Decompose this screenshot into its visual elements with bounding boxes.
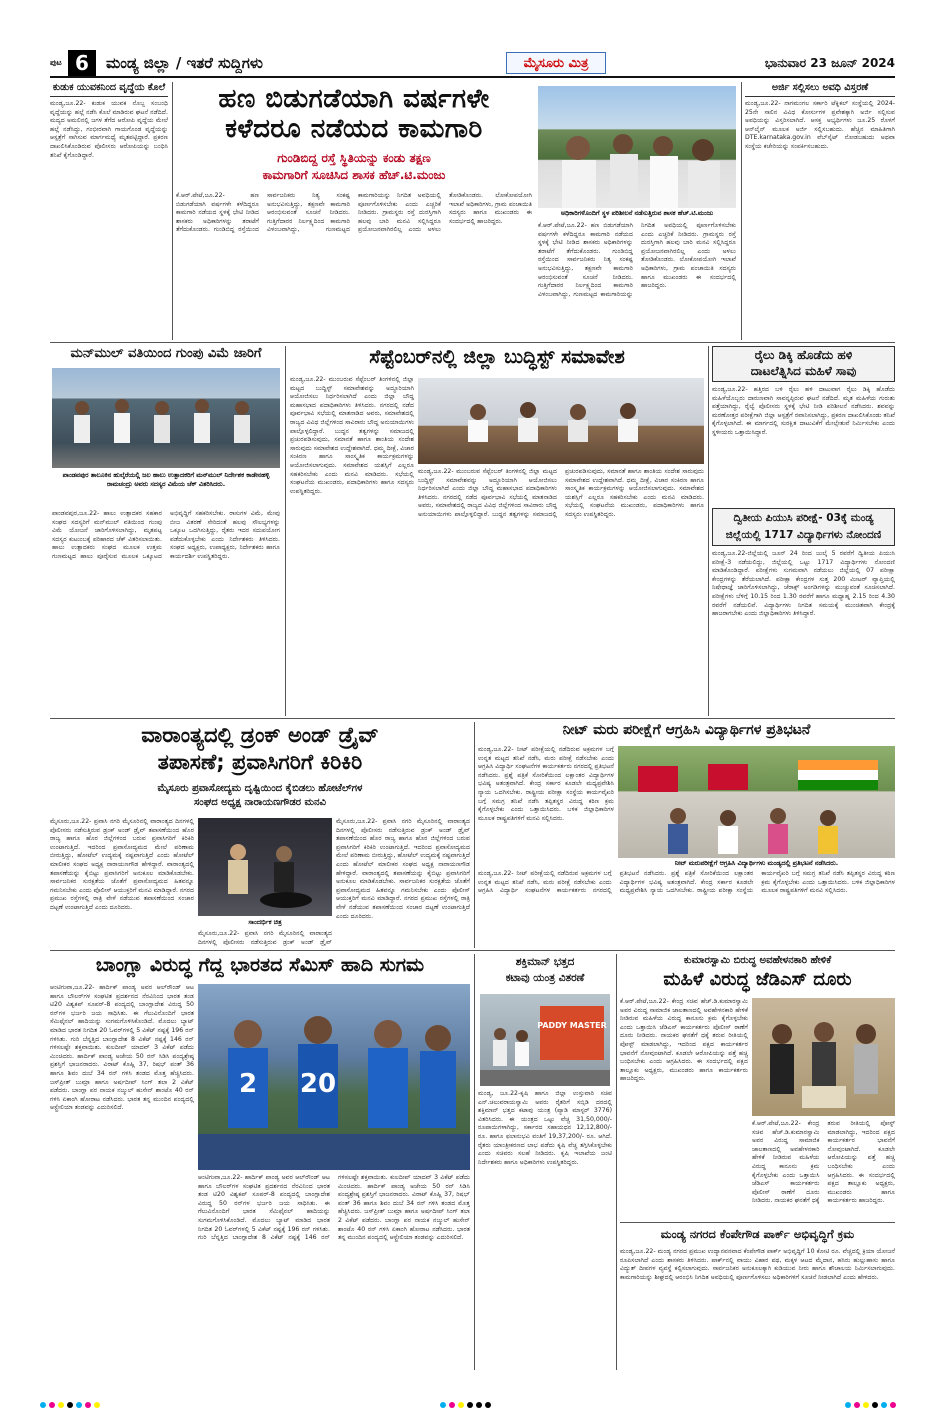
cricket-photo: [198, 984, 470, 1170]
people-photo-illustration: [538, 86, 736, 208]
drunk-drive-headline-line-2: ತಪಾಸಣೆ; ಪ್ರವಾಸಿಗರಿಗೆ ಕಿರಿಕಿರಿ: [157, 750, 363, 774]
cricket-team-illustration: [198, 984, 470, 1170]
neet-headline: ನೀಟ್ ಮರು ಪರೀಕ್ಷೆಗೆ ಆಗ್ರಹಿಸಿ ವಿದ್ಯಾರ್ಥಿಗಳ ಪ್ರತಿಭಟನೆ: [562, 722, 811, 738]
train-body: ಮಂಡ್ಯ,ಜೂ.22- ಹತ್ತಿರದ ಬಳಿ ರೈಲು ಹಳಿ ದಾಟುವಾಗ ರೈಲು ಡಿಕ್ಕಿ ಹೊಡೆದು ಮಹಿಳೆಯೊಬ್ಬರು ದಾರುಣವಾಗಿ ಸಾವನ್ನಪ್ಪಿರುವ ಘಟನೆ ನಡೆದಿದೆ. ಮೃತ ಮಹಿಳೆಯ ಗುರುತು ಪತ್ತೆಯಾಗಿದ್ದು, ರೈಲ್ವೆ ಪೊಲೀಸರು ಸ್ಥಳಕ್ಕೆ ಭೇಟಿ ನೀಡಿ ಪರಿಶೀಲನೆ ನಡೆಸಿದರು. ಶವವನ್ನು ಮರಣೋತ್ತರ ಪರೀಕ್ಷೆಗಾಗಿ ಜಿಲ್ಲಾ ಆಸ್ಪತ್ರೆಗೆ ರವಾನಿಸಲಾಗಿದ್ದು, ಪ್ರಕರಣ ದಾಖಲಿಸಿಕೊಂಡು ತನಿಖೆ ಕೈಗೊಳ್ಳಲಾಗಿದೆ. ಈ ಮಾರ್ಗದಲ್ಲಿ ಸುರಕ್ಷಿತ ದಾಟುವಿಕೆಗೆ ಮೇಲ್ಸೇತುವೆ ನಿರ್ಮಿಸಬೇಕು ಎಂದು ಸ್ಥಳೀಯರು ಒತ್ತಾಯಿಸಿದ್ದಾರೆ.: [712, 386, 895, 436]
protest-illustration: [618, 746, 895, 858]
jds-headline-line-2: ಮಹಿಳೆ ವಿರುದ್ಧ ಜೆಡಿಎಸ್ ದೂರು: [663, 969, 852, 990]
neet-photo: [618, 746, 895, 858]
story-rule: [620, 1222, 895, 1223]
page-number: 6: [68, 50, 96, 76]
masthead: [50, 50, 895, 78]
lead-body-continued: ಕೆ.ಆರ್.ಪೇಟೆ,ಜೂ.22- ಹಣ ಬಿಡುಗಡೆಯಾಗಿ ವರ್ಷಗಳೇ ಕಳೆದಿದ್ದರೂ ಕಾಮಗಾರಿ ನಡೆಯದ ಸ್ಥಳಕ್ಕೆ ಭೇಟಿ ನೀಡಿದ ಶಾಸಕರು ಅಧಿಕಾರಿಗಳನ್ನು ತರಾಟೆಗೆ ತೆಗೆದುಕೊಂಡರು. ಗುಂಡಿಬಿದ್ದ ರಸ್ತೆಯಿಂದ ಸಾರ್ವಜನಿಕರು ನಿತ್ಯ ಸಂಕಷ್ಟ ಅನುಭವಿಸುತ್ತಿದ್ದು, ತಕ್ಷಣವೇ ಕಾಮಗಾರಿ ಆರಂಭಿಸುವಂತೆ ಸೂಚನೆ ನೀಡಿದರು. ಗುತ್ತಿಗೆದಾರರ ನಿರ್ಲಕ್ಷ್ಯದಿಂದ ಕಾಮಗಾರಿ ವಿಳಂಬವಾಗಿದ್ದು, ಗುಣಮಟ್ಟದ ಕಾಮಗಾರಿಯನ್ನು ನಿಗದಿತ ಅವಧಿಯಲ್ಲಿ ಪೂರ್ಣಗೊಳಿಸಬೇಕು ಎಂದು ಎಚ್ಚರಿಕೆ ನೀಡಿದರು. ಗ್ರಾಮಸ್ಥರು ರಸ್ತೆ ದುರಸ್ತಿಗಾಗಿ ಹಲವು ಬಾರಿ ಮನವಿ ಸಲ್ಲಿಸಿದ್ದರೂ ಪ್ರಯೋಜನವಾಗಿರಲಿಲ್ಲ ಎಂದು ಅಳಲು ತೋಡಿಕೊಂಡರು. ಲೋಕೋಪಯೋಗಿ ಇಲಾಖೆ ಅಧಿಕಾರಿಗಳು, ಗ್ರಾಮ ಪಂಚಾಯಿತಿ ಸದಸ್ಯರು ಹಾಗೂ ಮುಖಂಡರು ಈ ಸಂದರ್ಭದಲ್ಲಿ ಹಾಜರಿದ್ದರು.: [538, 222, 736, 298]
column-rule: [474, 722, 475, 948]
buddhist-photo: [418, 378, 704, 464]
column-rule: [741, 82, 742, 340]
story-apply-extension: [745, 82, 895, 340]
manmul-body: ಪಾಂಡವಪುರ,ಜೂ.22- ಹಾಲು ಉತ್ಪಾದಕರ ಸಹಕಾರ ಸಂಘದ ಸದಸ್ಯರಿಗೆ ಮನ್‌ಮುಲ್ ವತಿಯಿಂದ ಗುಂಪು ವಿಮೆ ಯೋಜನೆ ಜಾರಿಗೊಳಿಸಲಾಗಿದ್ದು, ಮೃತಪಟ್ಟ ಸದಸ್ಯರ ಕುಟುಂಬಕ್ಕೆ ಪರಿಹಾರದ ಚೆಕ್ ವಿತರಿಸಲಾಯಿತು. ಹಾಲು ಉತ್ಪಾದಕರು ಸಂಘದ ಮೂಲಕ ಉತ್ತಮ ಗುಣಮಟ್ಟದ ಹಾಲು ಪೂರೈಸುವ ಮೂಲಕ ಒಕ್ಕೂಟದ ಅಭಿವೃದ್ಧಿಗೆ ಸಹಕರಿಸಬೇಕು. ರಾಸುಗಳ ವಿಮೆ, ಮೇವು ಬೀಜ ವಿತರಣೆ ಸೇರಿದಂತೆ ಹಲವು ಸೌಲಭ್ಯಗಳನ್ನು ಒಕ್ಕೂಟ ಒದಗಿಸುತ್ತಿದ್ದು, ರೈತರು ಇದರ ಸದುಪಯೋಗ ಪಡೆದುಕೊಳ್ಳಬೇಕು ಎಂದು ನಿರ್ದೇಶಕರು ತಿಳಿಸಿದರು. ಸಂಘದ ಅಧ್ಯಕ್ಷರು, ಉಪಾಧ್ಯಕ್ಷರು, ನಿರ್ದೇಶಕರು ಹಾಗೂ ಕಾರ್ಯದರ್ಶಿ ಉಪಸ್ಥಿತರಿದ್ದರು.: [52, 510, 280, 560]
buddhist-body-col-1: ಮಂಡ್ಯ,ಜೂ.22- ಮುಂಬರುವ ಸೆಪ್ಟೆಂಬರ್ ತಿಂಗಳಿನಲ್ಲಿ ಜಿಲ್ಲಾ ಮಟ್ಟದ ಬುದ್ಧಿಸ್ಟ್ ಸಮಾವೇಶವನ್ನು ಅದ್ಧೂರಿಯಾಗಿ ಆಯೋಜಿಸಲು ನಿರ್ಧರಿಸಲಾಗಿದೆ ಎಂದು ಜಿಲ್ಲಾ ಬೌದ್ಧ ಮಹಾಸಭಾದ ಪದಾಧಿಕಾರಿಗಳು ತಿಳಿಸಿದರು. ನಗರದಲ್ಲಿ ನಡೆದ ಪೂರ್ವಭಾವಿ ಸಭೆಯಲ್ಲಿ ಮಾತನಾಡಿದ ಅವರು, ಸಮಾವೇಶದಲ್ಲಿ ರಾಜ್ಯದ ವಿವಿಧ ಜಿಲ್ಲೆಗಳಿಂದ ಸಾವಿರಾರು ಬೌದ್ಧ ಅನುಯಾಯಿಗಳು ಪಾಲ್ಗೊಳ್ಳಲಿದ್ದಾರೆ. ಬುದ್ಧನ ತತ್ವಗಳನ್ನು ಸಮಾಜದಲ್ಲಿ ಪ್ರಚುರಪಡಿಸುವುದು, ಸಮಾನತೆ ಹಾಗೂ ಶಾಂತಿಯ ಸಂದೇಶ ಸಾರುವುದು ಸಮಾವೇಶದ ಉದ್ದೇಶವಾಗಿದೆ. ಧಮ್ಮ ದೀಕ್ಷೆ, ವಿಚಾರ ಸಂಕಿರಣ ಹಾಗೂ ಸಾಂಸ್ಕೃತಿಕ ಕಾರ್ಯಕ್ರಮಗಳನ್ನು ಆಯೋಜಿಸಲಾಗುವುದು. ಸಮಾವೇಶದ ಯಶಸ್ಸಿಗೆ ಎಲ್ಲರೂ ಸಹಕರಿಸಬೇಕು ಎಂದು ಮನವಿ ಮಾಡಿದರು. ಸಭೆಯಲ್ಲಿ ಸಂಘಟನೆಯ ಮುಖಂಡರು, ಪದಾಧಿಕಾರಿಗಳು ಹಾಗೂ ಸದಸ್ಯರು ಉಪಸ್ಥಿತರಿದ್ದರು.: [290, 376, 414, 495]
drunk-drive-photo-caption: ಸಾಂದರ್ಭಿಕ ಚಿತ್ರ: [248, 918, 282, 926]
drunk-drive-body-col-3: ಮೈಸೂರು,ಜೂ.22- ಪ್ರವಾಸಿ ನಗರಿ ಮೈಸೂರಿನಲ್ಲಿ ವಾರಾಂತ್ಯದ ದಿನಗಳಲ್ಲಿ ಪೊಲೀಸರು ನಡೆಸುತ್ತಿರುವ ಡ್ರಂಕ್ ಅಂಡ್ ಡ್ರೈವ್ ತಪಾಸಣೆಯಿಂದ ಹೊರ ರಾಜ್ಯ ಹಾಗೂ ಹೊರ ಜಿಲ್ಲೆಗಳಿಂದ ಬರುವ ಪ್ರವಾಸಿಗರಿಗೆ ಕಿರಿಕಿರಿ ಉಂಟಾಗುತ್ತಿದೆ. ಇದರಿಂದ ಪ್ರವಾಸೋದ್ಯಮದ ಮೇಲೆ ಪರಿಣಾಮ ಬೀರುತ್ತಿದ್ದು, ಹೋಟೆಲ್ ಉದ್ಯಮಕ್ಕೆ ನಷ್ಟವಾಗುತ್ತಿದೆ ಎಂದು ಹೋಟೆಲ್ ಮಾಲೀಕರ ಸಂಘದ ಅಧ್ಯಕ್ಷ ನಾರಾಯಣಗೌಡ ಹೇಳಿದ್ದಾರೆ. ವಾರಾಂತ್ಯದಲ್ಲಿ ತಪಾಸಣೆಯನ್ನು ಕೈಬಿಟ್ಟು ಪ್ರವಾಸಿಗರಿಗೆ ಅನುಕೂಲ ಮಾಡಿಕೊಡಬೇಕು. ಸಾರ್ವಜನಿಕರ ಸುರಕ್ಷತೆಯ ಜೊತೆಗೆ ಪ್ರವಾಸೋದ್ಯಮದ ಹಿತವನ್ನೂ ಗಮನಿಸಬೇಕು ಎಂದು ಪೊಲೀಸ್ ಆಯುಕ್ತರಿಗೆ ಮನವಿ ಮಾಡಿದ್ದಾರೆ. ನಗರದ ಪ್ರಮುಖ ರಸ್ತೆಗಳಲ್ಲಿ ರಾತ್ರಿ ವೇಳೆ ನಡೆಯುವ ತಪಾಸಣೆಯಿಂದ ಸಂಚಾರ ದಟ್ಟಣೆ ಉಂಟಾಗುತ್ತಿದೆ ಎಂದು ದೂರಿದರು.: [336, 818, 470, 920]
row-rule: [50, 718, 895, 719]
column-rule: [172, 82, 173, 340]
park-headline: ಮಂಡ್ಯ ನಗರದ ಕೆಂಪೇಗೌಡ ಪಾರ್ಕ್ ಅಭಿವೃದ್ಧಿಗೆ ಕ್ರಮ: [660, 1227, 855, 1241]
print-registration-marks-center: [440, 1402, 491, 1410]
jds-headline-block: [620, 954, 895, 994]
drunk-drive-subheadline: [50, 782, 470, 812]
newspaper-logo: ಮೈಸೂರು ಮಿತ್ರ: [506, 52, 606, 74]
train-headline-box: [712, 346, 895, 382]
lead-photo-caption: ಅಧಿಕಾರಿಗಳೊಂದಿಗೆ ಸ್ಥಳ ಪರಿಶೀಲನೆ ನಡೆಸುತ್ತಿರುವ ಶಾಸಕ ಹೆಚ್.ಟಿ.ಮಂಜು: [560, 209, 714, 217]
jersey-number: 20: [299, 1069, 337, 1099]
section-title: ಮಂಡ್ಯ ಜಿಲ್ಲಾ / ಇತರೆ ಸುದ್ದಿಗಳು: [106, 54, 263, 72]
manmul-headline: ಮನ್‌ಮುಲ್ ವತಿಯಿಂದ ಗುಂಪು ವಿಮೆ ಜಾರಿಗೆ: [70, 346, 262, 361]
park-body: ಮಂಡ್ಯ,ಜೂ.22- ಮಂಡ್ಯ ನಗರದ ಪ್ರಮುಖ ಉದ್ಯಾನವನವಾದ ಕೆಂಪೇಗೌಡ ಪಾರ್ಕ್ ಅಭಿವೃದ್ಧಿಗೆ 10 ಕೋಟಿ ರೂ. ವೆಚ್ಚದಲ್ಲಿ ಕ್ರಿಯಾ ಯೋಜನೆ ರೂಪಿಸಲಾಗಿದೆ ಎಂದು ಶಾಸಕರು ತಿಳಿಸಿದರು. ಪಾರ್ಕ್‌ನಲ್ಲಿ ವಾಯು ವಿಹಾರ ಪಥ, ಮಕ್ಕಳ ಆಟದ ಮೈದಾನ, ಹಸಿರು ಹುಲ್ಲುಹಾಸು ಹಾಗೂ ವಿದ್ಯುತ್ ದೀಪಗಳ ವ್ಯವಸ್ಥೆ ಕಲ್ಪಿಸಲಾಗುವುದು. ಸಾರ್ವಜನಿಕರ ಅನುಕೂಲಕ್ಕಾಗಿ ಕುಡಿಯುವ ನೀರು ಹಾಗೂ ಶೌಚಾಲಯ ನಿರ್ಮಿಸಲಾಗುವುದು. ಕಾಮಗಾರಿಯನ್ನು ಶೀಘ್ರದಲ್ಲಿ ಆರಂಭಿಸಿ ನಿಗದಿತ ಅವಧಿಯಲ್ಲಿ ಪೂರ್ಣಗೊಳಿಸಲು ಅಧಿಕಾರಿಗಳಿಗೆ ಸೂಚನೆ ನೀಡಲಾಗಿದೆ ಎಂದು ಹೇಳಿದರು.: [620, 1248, 895, 1281]
lead-sub-line-2: ಕಾಮಗಾರಿಗೆ ಸೂಚಿಸಿದ ಶಾಸಕ ಹೆಚ್.ಟಿ.ಮಂಜು: [262, 168, 446, 182]
complaint-illustration: [752, 998, 895, 1116]
police-check-illustration: [198, 818, 332, 916]
drunk-drive-sub-line-1: ಮೈಸೂರು ಪ್ರವಾಸೋದ್ಯಮ ದೃಷ್ಟಿಯಿಂದ ಕೈಬಿಡಲು ಹೋಟೆಲ್‌ಗಳ: [157, 783, 363, 794]
buddhist-headline: ಸೆಪ್ಟೆಂಬರ್‌ನಲ್ಲಿ ಜಿಲ್ಲಾ ಬುದ್ಧಿಸ್ಟ್ ಸಮಾವೇಶ: [369, 346, 625, 368]
lead-body: ಕೆ.ಆರ್.ಪೇಟೆ,ಜೂ.22- ಹಣ ಬಿಡುಗಡೆಯಾಗಿ ವರ್ಷಗಳೇ ಕಳೆದಿದ್ದರೂ ಕಾಮಗಾರಿ ನಡೆಯದ ಸ್ಥಳಕ್ಕೆ ಭೇಟಿ ನೀಡಿದ ಶಾಸಕರು ಅಧಿಕಾರಿಗಳನ್ನು ತರಾಟೆಗೆ ತೆಗೆದುಕೊಂಡರು. ಗುಂಡಿಬಿದ್ದ ರಸ್ತೆಯಿಂದ ಸಾರ್ವಜನಿಕರು ನಿತ್ಯ ಸಂಕಷ್ಟ ಅನುಭವಿಸುತ್ತಿದ್ದು, ತಕ್ಷಣವೇ ಕಾಮಗಾರಿ ಆರಂಭಿಸುವಂತೆ ಸೂಚನೆ ನೀಡಿದರು. ಗುತ್ತಿಗೆದಾರರ ನಿರ್ಲಕ್ಷ್ಯದಿಂದ ಕಾಮಗಾರಿ ವಿಳಂಬವಾಗಿದ್ದು, ಗುಣಮಟ್ಟದ ಕಾಮಗಾರಿಯನ್ನು ನಿಗದಿತ ಅವಧಿಯಲ್ಲಿ ಪೂರ್ಣಗೊಳಿಸಬೇಕು ಎಂದು ಎಚ್ಚರಿಕೆ ನೀಡಿದರು. ಗ್ರಾಮಸ್ಥರು ರಸ್ತೆ ದುರಸ್ತಿಗಾಗಿ ಹಲವು ಬಾರಿ ಮನವಿ ಸಲ್ಲಿಸಿದ್ದರೂ ಪ್ರಯೋಜನವಾಗಿರಲಿಲ್ಲ ಎಂದು ಅಳಲು ತೋಡಿಕೊಂಡರು. ಲೋಕೋಪಯೋಗಿ ಇಲಾಖೆ ಅಧಿಕಾರಿಗಳು, ಗ್ರಾಮ ಪಂಚಾಯಿತಿ ಸದಸ್ಯರು ಹಾಗೂ ಮುಖಂಡರು ಈ ಸಂದರ್ಭದಲ್ಲಿ ಹಾಜರಿದ್ದರು.: [176, 192, 532, 234]
shaktiman-headline-block: [478, 954, 612, 990]
train-headline-line-1: ರೈಲು ಡಿಕ್ಕಿ ಹೊಡೆದು ಹಳಿ: [754, 348, 853, 362]
shaktiman-photo: [480, 994, 610, 1086]
headline: ಅರ್ಜಿ ಸಲ್ಲಿಸಲು ಅವಧಿ ವಿಸ್ತರಣೆ: [745, 82, 895, 97]
column-rule: [474, 954, 475, 1370]
lead-headline-line-2: ಕಳೆದರೂ ನಡೆಯದ ಕಾಮಗಾರಿ: [225, 114, 483, 144]
manmul-photo-caption: ಪಾಂಡವಪುರ ತಾಲೂಕಿನ ಹುಲ್ಕೆರೆಯಲ್ಲಿ ಜಲ ಹಾಲು ಉತ್ಪಾದಕರಿಗೆ ಮನ್‌ಮುಲ್ ನಿರ್ದೇಶಕ ಕಾಡೇನಹಳ್ಳಿ ರಾಮಚಂದ್ರು ಅವರು ಸದಸ್ಯರ ವಿಮೆಯ ಚೆಕ್ ವಿತರಿಸಿದರು.: [62, 471, 270, 488]
lead-photo: [538, 86, 736, 208]
cricket-body-col-1: ಆಂಟಿಗುವಾ,ಜೂ.22- ಹಾರ್ದಿಕ್ ಪಾಂಡ್ಯ ಅವರ ಆಲ್‌ರೌಂಡ್ ಆಟ ಹಾಗೂ ಬೌಲರ್‌ಗಳ ಸಂಘಟಿತ ಪ್ರದರ್ಶನದ ನೆರವಿನಿಂದ ಭಾರತ ತಂಡ ಟಿ20 ವಿಶ್ವಕಪ್ ಸೂಪರ್-8 ಪಂದ್ಯದಲ್ಲಿ ಬಾಂಗ್ಲಾದೇಶ ವಿರುದ್ಧ 50 ರನ್‌ಗಳ ಭರ್ಜರಿ ಜಯ ಸಾಧಿಸಿತು. ಈ ಗೆಲುವಿನೊಂದಿಗೆ ಭಾರತ ಸೆಮಿಫೈನಲ್ ಹಾದಿಯನ್ನು ಸುಗಮಗೊಳಿಸಿಕೊಂಡಿದೆ. ಮೊದಲು ಬ್ಯಾಟ್ ಮಾಡಿದ ಭಾರತ ನಿಗದಿತ 20 ಓವರ್‌ಗಳಲ್ಲಿ 5 ವಿಕೆಟ್ ನಷ್ಟಕ್ಕೆ 196 ರನ್ ಗಳಿಸಿತು. ಗುರಿ ಬೆನ್ನತ್ತಿದ ಬಾಂಗ್ಲಾದೇಶ 8 ವಿಕೆಟ್ ನಷ್ಟಕ್ಕೆ 146 ರನ್ ಗಳಿಸಲಷ್ಟೇ ಶಕ್ತವಾಯಿತು. ಕುಲದೀಪ್ ಯಾದವ್ 3 ವಿಕೆಟ್ ಪಡೆದು ಮಿಂಚಿದರು. ಹಾರ್ದಿಕ್ ಪಾಂಡ್ಯ ಅಜೇಯ 50 ರನ್ ಸಿಡಿಸಿ ಪಂದ್ಯಶ್ರೇಷ್ಠ ಪ್ರಶಸ್ತಿಗೆ ಭಾಜನರಾದರು. ವಿರಾಟ್ ಕೊಹ್ಲಿ 37, ರಿಷಭ್ ಪಂತ್ 36 ಹಾಗೂ ಶಿವಂ ದುಬೆ 34 ರನ್ ಗಳಿಸಿ ತಂಡದ ಮೊತ್ತ ಹೆಚ್ಚಿಸಿದರು. ಜಸ್‌ಪ್ರೀತ್ ಬುಮ್ರಾ ಹಾಗೂ ಅರ್ಷದೀಪ್ ಸಿಂಗ್ ತಲಾ 2 ವಿಕೆಟ್ ಪಡೆದರು. ಬಾಂಗ್ಲಾ ಪರ ನಾಯಕ ನಜ್ಮುಲ್ ಹುಸೇನ್ ಶಾಂಟೊ 40 ರನ್ ಗಳಿಸಿ ಏಕಾಂಗಿ ಹೋರಾಟ ನಡೆಸಿದರು. ಭಾರತ ತನ್ನ ಮುಂದಿನ ಪಂದ್ಯದಲ್ಲಿ ಆಸ್ಟ್ರೇಲಿಯಾ ತಂಡವನ್ನು ಎದುರಿಸಲಿದೆ.: [50, 984, 194, 1112]
jds-body-col-2: ಕೆ.ಆರ್.ಪೇಟೆ,ಜೂ.22- ಕೇಂದ್ರ ಸಚಿವ ಹೆಚ್.ಡಿ.ಕುಮಾರಸ್ವಾಮಿ ಅವರ ವಿರುದ್ಧ ಸಾಮಾಜಿಕ ಜಾಲತಾಣದಲ್ಲಿ ಅವಹೇಳನಕಾರಿ ಹೇಳಿಕೆ ನೀಡಿರುವ ಮಹಿಳೆಯ ವಿರುದ್ಧ ಕಾನೂನು ಕ್ರಮ ಕೈಗೊಳ್ಳಬೇಕು ಎಂದು ಒತ್ತಾಯಿಸಿ ಜೆಡಿಎಸ್ ಕಾರ್ಯಕರ್ತರು ಪೊಲೀಸ್ ಠಾಣೆಗೆ ದೂರು ನೀಡಿದರು. ನಾಯಕರ ಘನತೆಗೆ ಧಕ್ಕೆ ತರುವ ರೀತಿಯಲ್ಲಿ ಪೋಸ್ಟ್ ಮಾಡಲಾಗಿದ್ದು, ಇದರಿಂದ ಪಕ್ಷದ ಕಾರ್ಯಕರ್ತರ ಭಾವನೆಗೆ ನೋವುಂಟಾಗಿದೆ. ಕೂಡಲೇ ಆರೋಪಿಯನ್ನು ಪತ್ತೆ ಹಚ್ಚಿ ಬಂಧಿಸಬೇಕು ಎಂದು ಆಗ್ರಹಿಸಿದರು. ಈ ಸಂದರ್ಭದಲ್ಲಿ ಪಕ್ಷದ ತಾಲ್ಲೂಕು ಅಧ್ಯಕ್ಷರು, ಮುಖಂಡರು ಹಾಗೂ ಕಾರ್ಯಕರ್ತರು ಹಾಜರಿದ್ದರು.: [752, 1120, 895, 1205]
buddhist-body-col-2: ಮಂಡ್ಯ,ಜೂ.22- ಮುಂಬರುವ ಸೆಪ್ಟೆಂಬರ್ ತಿಂಗಳಿನಲ್ಲಿ ಜಿಲ್ಲಾ ಮಟ್ಟದ ಬುದ್ಧಿಸ್ಟ್ ಸಮಾವೇಶವನ್ನು ಅದ್ಧೂರಿಯಾಗಿ ಆಯೋಜಿಸಲು ನಿರ್ಧರಿಸಲಾಗಿದೆ ಎಂದು ಜಿಲ್ಲಾ ಬೌದ್ಧ ಮಹಾಸಭಾದ ಪದಾಧಿಕಾರಿಗಳು ತಿಳಿಸಿದರು. ನಗರದಲ್ಲಿ ನಡೆದ ಪೂರ್ವಭಾವಿ ಸಭೆಯಲ್ಲಿ ಮಾತನಾಡಿದ ಅವರು, ಸಮಾವೇಶದಲ್ಲಿ ರಾಜ್ಯದ ವಿವಿಧ ಜಿಲ್ಲೆಗಳಿಂದ ಸಾವಿರಾರು ಬೌದ್ಧ ಅನುಯಾಯಿಗಳು ಪಾಲ್ಗೊಳ್ಳಲಿದ್ದಾರೆ. ಬುದ್ಧನ ತತ್ವಗಳನ್ನು ಸಮಾಜದಲ್ಲಿ ಪ್ರಚುರಪಡಿಸುವುದು, ಸಮಾನತೆ ಹಾಗೂ ಶಾಂತಿಯ ಸಂದೇಶ ಸಾರುವುದು ಸಮಾವೇಶದ ಉದ್ದೇಶವಾಗಿದೆ. ಧಮ್ಮ ದೀಕ್ಷೆ, ವಿಚಾರ ಸಂಕಿರಣ ಹಾಗೂ ಸಾಂಸ್ಕೃತಿಕ ಕಾರ್ಯಕ್ರಮಗಳನ್ನು ಆಯೋಜಿಸಲಾಗುವುದು. ಸಮಾವೇಶದ ಯಶಸ್ಸಿಗೆ ಎಲ್ಲರೂ ಸಹಕರಿಸಬೇಕು ಎಂದು ಮನವಿ ಮಾಡಿದರು. ಸಭೆಯಲ್ಲಿ ಸಂಘಟನೆಯ ಮುಖಂಡರು, ಪದಾಧಿಕಾರಿಗಳು ಹಾಗೂ ಸದಸ್ಯರು ಉಪಸ್ಥಿತರಿದ್ದರು.: [418, 468, 704, 518]
drunk-drive-sub-line-2: ಸಂಘದ ಅಧ್ಯಕ್ಷ ನಾರಾಯಣಗೌಡರ ಮನವಿ: [193, 797, 327, 808]
story-body: ಮಂಡ್ಯ,ಜೂ.22- ಕುಡುಕ ಯುವಕ ನೊಬ್ಬ ಸಂಬಂಧಿ ವೃದ್ಧೆಯನ್ನು ಹಲ್ಲೆ ನಡೆಸಿ ಕೊಲೆ ಮಾಡಿರುವ ಘಟನೆ ನಡೆದಿದೆ. ಮದ್ಯದ ಅಮಲಿನಲ್ಲಿ ಜಗಳ ತೆಗೆದ ಆರೋಪಿ ವೃದ್ಧೆಯ ಮೇಲೆ ಹಲ್ಲೆ ನಡೆಸಿದ್ದು, ಗಂಭೀರವಾಗಿ ಗಾಯಗೊಂಡ ವೃದ್ಧೆಯನ್ನು ಆಸ್ಪತ್ರೆಗೆ ಸಾಗಿಸುವ ಮಾರ್ಗಮಧ್ಯೆ ಮೃತಪಟ್ಟಿದ್ದಾರೆ. ಪ್ರಕರಣ ದಾಖಲಿಸಿಕೊಂಡಿರುವ ಪೊಲೀಸರು ಆರೋಪಿಯನ್ನು ಬಂಧಿಸಿ ತನಿಖೆ ಕೈಗೊಂಡಿದ್ದಾರೆ.: [50, 100, 168, 159]
story-body: ಮಂಡ್ಯ,ಜೂ.22- ನಾಗಮಂಗಲ ಸರ್ಕಾರಿ ಟೆಕ್ನಿಕಲ್ ಸಂಸ್ಥೆಯಲ್ಲಿ 2024-25ನೇ ಸಾಲಿನ ವಿವಿಧ ಕೋರ್ಸುಗಳ ಪ್ರವೇಶಕ್ಕಾಗಿ ಅರ್ಜಿ ಸಲ್ಲಿಸುವ ಅವಧಿಯನ್ನು ವಿಸ್ತರಿಸಲಾಗಿದೆ. ಆಸಕ್ತ ಅಭ್ಯರ್ಥಿಗಳು ಜೂ.25 ರೊಳಗೆ ಆನ್‌ಲೈನ್ ಮೂಲಕ ಅರ್ಜಿ ಸಲ್ಲಿಸಬಹುದು. ಹೆಚ್ಚಿನ ಮಾಹಿತಿಗಾಗಿ DTE.karnataka.gov.in ವೆಬ್‌ಸೈಟ್ ನೋಡಬಹುದು ಅಥವಾ ಸಂಸ್ಥೆಯ ಕಚೇರಿಯನ್ನು ಸಂಪರ್ಕಿಸಬಹುದು.: [745, 100, 895, 150]
cricket-body-col-2: ಆಂಟಿಗುವಾ,ಜೂ.22- ಹಾರ್ದಿಕ್ ಪಾಂಡ್ಯ ಅವರ ಆಲ್‌ರೌಂಡ್ ಆಟ ಹಾಗೂ ಬೌಲರ್‌ಗಳ ಸಂಘಟಿತ ಪ್ರದರ್ಶನದ ನೆರವಿನಿಂದ ಭಾರತ ತಂಡ ಟಿ20 ವಿಶ್ವಕಪ್ ಸೂಪರ್-8 ಪಂದ್ಯದಲ್ಲಿ ಬಾಂಗ್ಲಾದೇಶ ವಿರುದ್ಧ 50 ರನ್‌ಗಳ ಭರ್ಜರಿ ಜಯ ಸಾಧಿಸಿತು. ಈ ಗೆಲುವಿನೊಂದಿಗೆ ಭಾರತ ಸೆಮಿಫೈನಲ್ ಹಾದಿಯನ್ನು ಸುಗಮಗೊಳಿಸಿಕೊಂಡಿದೆ. ಮೊದಲು ಬ್ಯಾಟ್ ಮಾಡಿದ ಭಾರತ ನಿಗದಿತ 20 ಓವರ್‌ಗಳಲ್ಲಿ 5 ವಿಕೆಟ್ ನಷ್ಟಕ್ಕೆ 196 ರನ್ ಗಳಿಸಿತು. ಗುರಿ ಬೆನ್ನತ್ತಿದ ಬಾಂಗ್ಲಾದೇಶ 8 ವಿಕೆಟ್ ನಷ್ಟಕ್ಕೆ 146 ರನ್ ಗಳಿಸಲಷ್ಟೇ ಶಕ್ತವಾಯಿತು. ಕುಲದೀಪ್ ಯಾದವ್ 3 ವಿಕೆಟ್ ಪಡೆದು ಮಿಂಚಿದರು. ಹಾರ್ದಿಕ್ ಪಾಂಡ್ಯ ಅಜೇಯ 50 ರನ್ ಸಿಡಿಸಿ ಪಂದ್ಯಶ್ರೇಷ್ಠ ಪ್ರಶಸ್ತಿಗೆ ಭಾಜನರಾದರು. ವಿರಾಟ್ ಕೊಹ್ಲಿ 37, ರಿಷಭ್ ಪಂತ್ 36 ಹಾಗೂ ಶಿವಂ ದುಬೆ 34 ರನ್ ಗಳಿಸಿ ತಂಡದ ಮೊತ್ತ ಹೆಚ್ಚಿಸಿದರು. ಜಸ್‌ಪ್ರೀತ್ ಬುಮ್ರಾ ಹಾಗೂ ಅರ್ಷದೀಪ್ ಸಿಂಗ್ ತಲಾ 2 ವಿಕೆಟ್ ಪಡೆದರು. ಬಾಂಗ್ಲಾ ಪರ ನಾಯಕ ನಜ್ಮುಲ್ ಹುಸೇನ್ ಶಾಂಟೊ 40 ರನ್ ಗಳಿಸಿ ಏಕಾಂಗಿ ಹೋರಾಟ ನಡೆಸಿದರು. ಭಾರತ ತನ್ನ ಮುಂದಿನ ಪಂದ್ಯದಲ್ಲಿ ಆಸ್ಟ್ರೇಲಿಯಾ ತಂಡವನ್ನು ಎದುರಿಸಲಿದೆ.: [198, 1174, 470, 1242]
jds-body-col-1: ಕೆ.ಆರ್.ಪೇಟೆ,ಜೂ.22- ಕೇಂದ್ರ ಸಚಿವ ಹೆಚ್.ಡಿ.ಕುಮಾರಸ್ವಾಮಿ ಅವರ ವಿರುದ್ಧ ಸಾಮಾಜಿಕ ಜಾಲತಾಣದಲ್ಲಿ ಅವಹೇಳನಕಾರಿ ಹೇಳಿಕೆ ನೀಡಿರುವ ಮಹಿಳೆಯ ವಿರುದ್ಧ ಕಾನೂನು ಕ್ರಮ ಕೈಗೊಳ್ಳಬೇಕು ಎಂದು ಒತ್ತಾಯಿಸಿ ಜೆಡಿಎಸ್ ಕಾರ್ಯಕರ್ತರು ಪೊಲೀಸ್ ಠಾಣೆಗೆ ದೂರು ನೀಡಿದರು. ನಾಯಕರ ಘನತೆಗೆ ಧಕ್ಕೆ ತರುವ ರೀತಿಯಲ್ಲಿ ಪೋಸ್ಟ್ ಮಾಡಲಾಗಿದ್ದು, ಇದರಿಂದ ಪಕ್ಷದ ಕಾರ್ಯಕರ್ತರ ಭಾವನೆಗೆ ನೋವುಂಟಾಗಿದೆ. ಕೂಡಲೇ ಆರೋಪಿಯನ್ನು ಪತ್ತೆ ಹಚ್ಚಿ ಬಂಧಿಸಬೇಕು ಎಂದು ಆಗ್ರಹಿಸಿದರು. ಈ ಸಂದರ್ಭದಲ್ಲಿ ಪಕ್ಷದ ತಾಲ್ಲೂಕು ಅಧ್ಯಕ್ಷರು, ಮುಖಂಡರು ಹಾಗೂ ಕಾರ್ಯಕರ್ತರು ಹಾಜರಿದ್ದರು.: [620, 998, 748, 1083]
lead-sub-line-1: ಗುಂಡಿಬಿದ್ದ ರಸ್ತೆ ಸ್ಥಿತಿಯನ್ನು ಕಂಡು ತಕ್ಷಣ: [277, 151, 431, 165]
puc-headline-line-1: ದ್ವಿತೀಯ ಪಿಯುಸಿ ಪರೀಕ್ಷೆ- 03ಕ್ಕೆ ಮಂಡ್ಯ: [733, 512, 874, 524]
group-photo-illustration: [52, 368, 280, 468]
drunk-drive-body-col-2-tail: ಮೈಸೂರು,ಜೂ.22- ಪ್ರವಾಸಿ ನಗರಿ ಮೈಸೂರಿನಲ್ಲಿ ವಾರಾಂತ್ಯದ ದಿನಗಳಲ್ಲಿ ಪೊಲೀಸರು ನಡೆಸುತ್ತಿರುವ ಡ್ರಂಕ್ ಅಂಡ್ ಡ್ರೈವ್: [198, 930, 332, 946]
column-rule: [285, 346, 286, 716]
drunk-drive-headline-block: [50, 722, 470, 780]
print-registration-marks-left: [40, 1402, 100, 1410]
neet-body-col-1: ಮಂಡ್ಯ,ಜೂ.22- ನೀಟ್ ಪರೀಕ್ಷೆಯಲ್ಲಿ ನಡೆದಿರುವ ಅಕ್ರಮಗಳ ಬಗ್ಗೆ ಉನ್ನತ ಮಟ್ಟದ ತನಿಖೆ ನಡೆಸಿ, ಮರು ಪರೀಕ್ಷೆ ನಡೆಸಬೇಕು ಎಂದು ಆಗ್ರಹಿಸಿ ವಿದ್ಯಾರ್ಥಿ ಸಂಘಟನೆಗಳ ಕಾರ್ಯಕರ್ತರು ನಗರದಲ್ಲಿ ಪ್ರತಿಭಟನೆ ನಡೆಸಿದರು. ಪ್ರಶ್ನೆ ಪತ್ರಿಕೆ ಸೋರಿಕೆಯಿಂದ ಲಕ್ಷಾಂತರ ವಿದ್ಯಾರ್ಥಿಗಳ ಭವಿಷ್ಯ ಅತಂತ್ರವಾಗಿದೆ. ಕೇಂದ್ರ ಸರ್ಕಾರ ಕೂಡಲೇ ಮಧ್ಯಪ್ರವೇಶಿಸಿ ನ್ಯಾಯ ಒದಗಿಸಬೇಕು. ರಾಷ್ಟ್ರೀಯ ಪರೀಕ್ಷಾ ಸಂಸ್ಥೆಯ ಕಾರ್ಯವೈಖರಿ ಬಗ್ಗೆ ಸಮಗ್ರ ತನಿಖೆ ನಡೆಸಿ ತಪ್ಪಿತಸ್ಥರ ವಿರುದ್ಧ ಕಠಿಣ ಕ್ರಮ ಕೈಗೊಳ್ಳಬೇಕು ಎಂದು ಒತ್ತಾಯಿಸಿದರು. ಬಳಿಕ ಜಿಲ್ಲಾಧಿಕಾರಿಗಳ ಮೂಲಕ ರಾಷ್ಟ್ರಪತಿಗಳಿಗೆ ಮನವಿ ಸಲ್ಲಿಸಿದರು.: [478, 746, 614, 822]
neet-photo-caption: ನೀಟ್ ಮರುಪರೀಕ್ಷೆಗೆ ಆಗ್ರಹಿಸಿ ವಿದ್ಯಾರ್ಥಿಗಳು ಮಂಡ್ಯದಲ್ಲಿ ಪ್ರತಿಭಟನೆ ನಡೆಸಿದರು.: [674, 859, 839, 867]
lead-subheadline: [176, 150, 532, 186]
meeting-photo-illustration: [418, 378, 704, 464]
row-rule: [50, 342, 895, 343]
drunk-drive-photo: [198, 818, 332, 916]
train-headline-line-2: ದಾಟಲೆತ್ನಿಸಿದ ಮಹಿಳೆ ಸಾವು: [750, 364, 857, 378]
neet-body-col-2: ಮಂಡ್ಯ,ಜೂ.22- ನೀಟ್ ಪರೀಕ್ಷೆಯಲ್ಲಿ ನಡೆದಿರುವ ಅಕ್ರಮಗಳ ಬಗ್ಗೆ ಉನ್ನತ ಮಟ್ಟದ ತನಿಖೆ ನಡೆಸಿ, ಮರು ಪರೀಕ್ಷೆ ನಡೆಸಬೇಕು ಎಂದು ಆಗ್ರಹಿಸಿ ವಿದ್ಯಾರ್ಥಿ ಸಂಘಟನೆಗಳ ಕಾರ್ಯಕರ್ತರು ನಗರದಲ್ಲಿ ಪ್ರತಿಭಟನೆ ನಡೆಸಿದರು. ಪ್ರಶ್ನೆ ಪತ್ರಿಕೆ ಸೋರಿಕೆಯಿಂದ ಲಕ್ಷಾಂತರ ವಿದ್ಯಾರ್ಥಿಗಳ ಭವಿಷ್ಯ ಅತಂತ್ರವಾಗಿದೆ. ಕೇಂದ್ರ ಸರ್ಕಾರ ಕೂಡಲೇ ಮಧ್ಯಪ್ರವೇಶಿಸಿ ನ್ಯಾಯ ಒದಗಿಸಬೇಕು. ರಾಷ್ಟ್ರೀಯ ಪರೀಕ್ಷಾ ಸಂಸ್ಥೆಯ ಕಾರ್ಯವೈಖರಿ ಬಗ್ಗೆ ಸಮಗ್ರ ತನಿಖೆ ನಡೆಸಿ ತಪ್ಪಿತಸ್ಥರ ವಿರುದ್ಧ ಕಠಿಣ ಕ್ರಮ ಕೈಗೊಳ್ಳಬೇಕು ಎಂದು ಒತ್ತಾಯಿಸಿದರು. ಬಳಿಕ ಜಿಲ್ಲಾಧಿಕಾರಿಗಳ ಮೂಲಕ ರಾಷ್ಟ್ರಪತಿಗಳಿಗೆ ಮನವಿ ಸಲ್ಲಿಸಿದರು.: [478, 870, 895, 895]
jds-headline-line-1: ಕುಮಾರಸ್ವಾಮಿ ಬಿರುದ್ಧ ಅವಹೇಳನಕಾರಿ ಹೇಳಿಕೆ: [683, 955, 832, 966]
column-rule: [616, 954, 617, 1370]
drunk-drive-headline-line-1: ವಾರಾಂತ್ಯದಲ್ಲಿ ಡ್ರಂಕ್ ಅಂಡ್ ಡ್ರೈವ್: [141, 723, 379, 747]
banner-text: PADDY MASTER: [537, 1021, 607, 1030]
shaktiman-headline-line-1: ಶಕ್ತಿಮಾನ್ ಭತ್ತದ: [515, 956, 575, 968]
manmul-photo: [52, 368, 280, 468]
puc-headline-box: [712, 508, 895, 546]
dateline: ಭಾನುವಾರ 23 ಜೂನ್ 2024: [764, 55, 895, 70]
lead-headline-line-1: ಹಣ ಬಿಡುಗಡೆಯಾಗಿ ವರ್ಷಗಳೇ: [218, 84, 490, 114]
headline: ಕುಡುಕ ಯುವಕನಿಂದ ವೃದ್ಧೆಯ ಕೊಲೆ: [50, 82, 168, 97]
page-label: ಪುಟ: [50, 58, 62, 67]
jersey-number: 2: [238, 1069, 258, 1099]
row-rule: [50, 950, 895, 951]
column-rule: [708, 346, 709, 716]
shaktiman-body: ಮಂಡ್ಯ, ಜೂ.22-ಕೃಷಿ ಹಾಗೂ ಜಿಲ್ಲಾ ಉಸ್ತುವಾರಿ ಸಚಿವ ಎನ್.ಚಲುವರಾಯಸ್ವಾಮಿ ಅವರು ರೈತರಿಗೆ ಸಬ್ಸಿಡಿ ದರದಲ್ಲಿ ಶಕ್ತಿಮಾನ್ ಭತ್ತದ ಕಟಾವು ಯಂತ್ರ (ಪ್ಯಾಡಿ ಮಾಸ್ಟರ್ 3776) ವಿತರಿಸಿದರು. ಈ ಯಂತ್ರದ ಒಟ್ಟು ವೆಚ್ಚ 31,50,000/- ರೂಪಾಯಿಗಳಾಗಿದ್ದು, ಸರ್ಕಾರದ ಸಹಾಯಧನ 12,12,800/- ರೂ. ಹಾಗೂ ಫಲಾನುಭವಿ ವಂತಿಗೆ 19,37,200/- ರೂ. ಆಗಿದೆ. ರೈತರು ಯಾಂತ್ರೀಕರಣದ ಲಾಭ ಪಡೆದು ಕೃಷಿ ವೆಚ್ಚ ತಗ್ಗಿಸಿಕೊಳ್ಳಬೇಕು ಎಂದು ಸಚಿವರು ಸಲಹೆ ನೀಡಿದರು. ಕೃಷಿ ಇಲಾಖೆಯ ಜಂಟಿ ನಿರ್ದೇಶಕರು ಹಾಗೂ ಅಧಿಕಾರಿಗಳು ಉಪಸ್ಥಿತರಿದ್ದರು.: [478, 1090, 612, 1166]
story-youth-murder: [50, 82, 168, 340]
drunk-drive-body-col-1: ಮೈಸೂರು,ಜೂ.22- ಪ್ರವಾಸಿ ನಗರಿ ಮೈಸೂರಿನಲ್ಲಿ ವಾರಾಂತ್ಯದ ದಿನಗಳಲ್ಲಿ ಪೊಲೀಸರು ನಡೆಸುತ್ತಿರುವ ಡ್ರಂಕ್ ಅಂಡ್ ಡ್ರೈವ್ ತಪಾಸಣೆಯಿಂದ ಹೊರ ರಾಜ್ಯ ಹಾಗೂ ಹೊರ ಜಿಲ್ಲೆಗಳಿಂದ ಬರುವ ಪ್ರವಾಸಿಗರಿಗೆ ಕಿರಿಕಿರಿ ಉಂಟಾಗುತ್ತಿದೆ. ಇದರಿಂದ ಪ್ರವಾಸೋದ್ಯಮದ ಮೇಲೆ ಪರಿಣಾಮ ಬೀರುತ್ತಿದ್ದು, ಹೋಟೆಲ್ ಉದ್ಯಮಕ್ಕೆ ನಷ್ಟವಾಗುತ್ತಿದೆ ಎಂದು ಹೋಟೆಲ್ ಮಾಲೀಕರ ಸಂಘದ ಅಧ್ಯಕ್ಷ ನಾರಾಯಣಗೌಡ ಹೇಳಿದ್ದಾರೆ. ವಾರಾಂತ್ಯದಲ್ಲಿ ತಪಾಸಣೆಯನ್ನು ಕೈಬಿಟ್ಟು ಪ್ರವಾಸಿಗರಿಗೆ ಅನುಕೂಲ ಮಾಡಿಕೊಡಬೇಕು. ಸಾರ್ವಜನಿಕರ ಸುರಕ್ಷತೆಯ ಜೊತೆಗೆ ಪ್ರವಾಸೋದ್ಯಮದ ಹಿತವನ್ನೂ ಗಮನಿಸಬೇಕು ಎಂದು ಪೊಲೀಸ್ ಆಯುಕ್ತರಿಗೆ ಮನವಿ ಮಾಡಿದ್ದಾರೆ. ನಗರದ ಪ್ರಮುಖ ರಸ್ತೆಗಳಲ್ಲಿ ರಾತ್ರಿ ವೇಳೆ ನಡೆಯುವ ತಪಾಸಣೆಯಿಂದ ಸಂಚಾರ ದಟ್ಟಣೆ ಉಂಟಾಗುತ್ತಿದೆ ಎಂದು ದೂರಿದರು.: [50, 818, 194, 911]
cricket-headline: ಬಾಂಗ್ಲಾ ವಿರುದ್ಧ ಗೆದ್ದ ಭಾರತದ ಸೆಮಿಸ್ ಹಾದಿ ಸುಗಮ: [95, 954, 425, 976]
shaktiman-headline-line-2: ಕಟಾವು ಯಂತ್ರ ವಿತರಣೆ: [505, 972, 585, 984]
puc-body: ಮಂಡ್ಯ,ಜೂ.22-ಜಿಲ್ಲೆಯಲ್ಲಿ ಜೂನ್ 24 ರಿಂದ ಜುಲೈ 5 ರವರೆಗೆ ದ್ವಿತೀಯ ಪಿಯುಸಿ ಪರೀಕ್ಷೆ-3 ನಡೆಯಲಿದ್ದು, ಜಿಲ್ಲೆಯಲ್ಲಿ ಒಟ್ಟು 1717 ವಿದ್ಯಾರ್ಥಿಗಳು ನೋಂದಣಿ ಮಾಡಿಕೊಂಡಿದ್ದಾರೆ. ಪರೀಕ್ಷೆಗಳು ಸುಗಮವಾಗಿ ನಡೆಯಲು ಜಿಲ್ಲೆಯಲ್ಲಿ 07 ಪರೀಕ್ಷಾ ಕೇಂದ್ರಗಳನ್ನು ತೆರೆಯಲಾಗಿದೆ. ಪರೀಕ್ಷಾ ಕೇಂದ್ರಗಳ ಸುತ್ತ 200 ಮೀಟರ್ ವ್ಯಾಪ್ತಿಯಲ್ಲಿ ನಿಷೇಧಾಜ್ಞೆ ಜಾರಿಗೊಳಿಸಲಾಗಿದ್ದು, ಜೆರಾಕ್ಸ್ ಅಂಗಡಿಗಳನ್ನು ಮುಚ್ಚುವಂತೆ ಸೂಚಿಸಲಾಗಿದೆ. ಪರೀಕ್ಷೆಗಳು ಬೆಳಿಗ್ಗೆ 10.15 ರಿಂದ 1.30 ರವರೆಗೆ ಹಾಗೂ ಮಧ್ಯಾಹ್ನ 2.15 ರಿಂದ 4.30 ರವರೆಗೆ ನಡೆಯಲಿವೆ. ವಿದ್ಯಾರ್ಥಿಗಳು ನಿಗದಿತ ಸಮಯಕ್ಕೆ ಮುಂಚಿತವಾಗಿ ಕೇಂದ್ರಕ್ಕೆ ಹಾಜರಾಗಬೇಕು ಎಂದು ಜಿಲ್ಲಾಧಿಕಾರಿಗಳು ತಿಳಿಸಿದ್ದಾರೆ.: [712, 550, 895, 618]
print-registration-marks-right: [845, 1402, 896, 1410]
jds-photo: [752, 998, 895, 1116]
harvester-illustration: [480, 994, 610, 1086]
puc-headline-line-2: ಜಿಲ್ಲೆಯಲ್ಲಿ 1717 ವಿದ್ಯಾರ್ಥಿಗಳು ನೋಂದಣಿ: [725, 529, 882, 541]
